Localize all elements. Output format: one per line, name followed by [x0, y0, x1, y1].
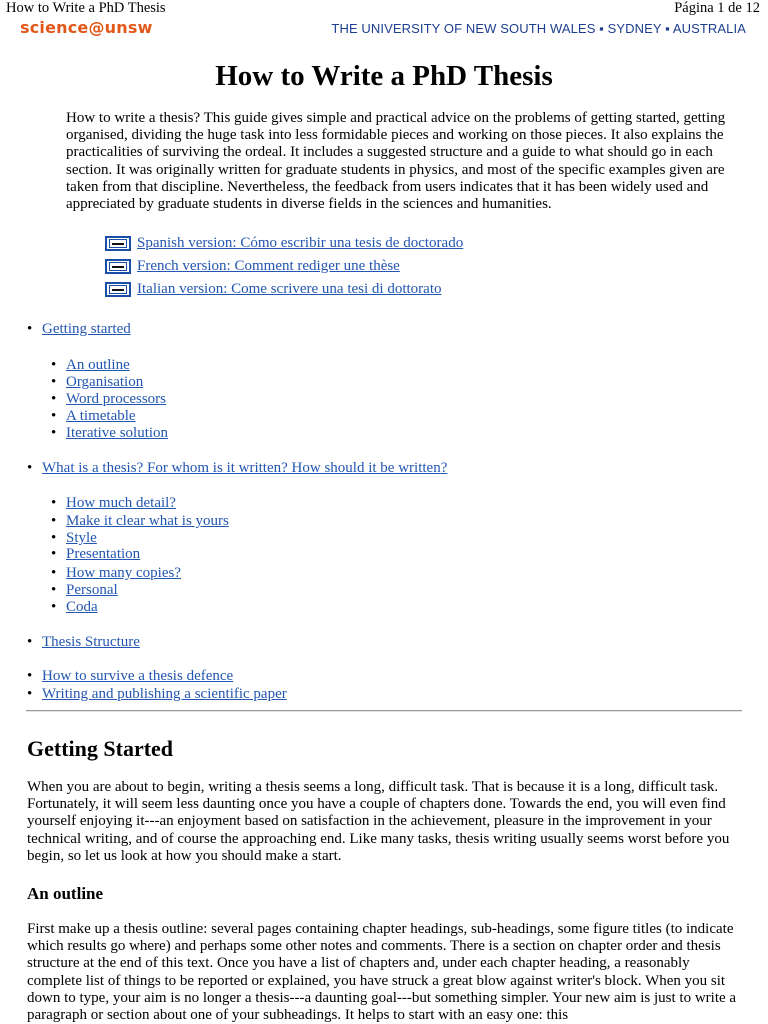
- toc-subitem: [66, 513, 229, 530]
- print-header-title: How to Write a PhD Thesis: [6, 0, 166, 16]
- toc-item: [42, 460, 447, 477]
- toc-subitem: [66, 408, 136, 425]
- site-banner: [20, 18, 746, 40]
- section-heading: Getting Started: [27, 736, 174, 761]
- page-counter: Página 1 de 12: [674, 0, 760, 16]
- toc-link-outline[interactable]: An outline: [66, 357, 130, 373]
- italian-version-link[interactable]: Italian version: Come scrivere una tesi di dottorato: [137, 281, 442, 297]
- subsection-heading: An outline: [27, 884, 104, 903]
- toc-link-timetable[interactable]: A timetable: [66, 408, 136, 424]
- toc-item: [42, 686, 287, 703]
- toc-link-how-many-copies[interactable]: How many copies?: [66, 565, 181, 581]
- toc-subitem: [66, 546, 140, 563]
- french-version-link[interactable]: French version: Comment rediger une thèse: [137, 258, 400, 274]
- toc-item: [42, 668, 233, 685]
- toc-subitem: [66, 357, 130, 374]
- intro-paragraph: How to write a thesis? This guide gives simple and practical advice on the problems of getting started, getting organised, dividing the huge task into less formidable pieces and working on those pieces. It also explains the practicalities of surviving the ordeal. It includes a suggested structure and a guide to what should go in each section. It was originally written for graduate students in physics, and most of the specific examples given are taken from that discipline. Nevertheless, the feedback from users indicates that it has been widely used and appreciated by graduate students in diverse fields in the sciences and humanities.: [66, 110, 726, 213]
- toc-subitem: [66, 565, 181, 582]
- translation-item: [105, 255, 463, 278]
- flag-icon[interactable]: [105, 236, 131, 251]
- toc-link-thesis-defence[interactable]: How to survive a thesis defence: [42, 668, 234, 684]
- flag-icon[interactable]: [105, 259, 131, 274]
- toc-link-scientific-paper[interactable]: Writing and publishing a scientific paper: [42, 686, 287, 702]
- toc-link-thesis-structure[interactable]: Thesis Structure: [42, 634, 140, 650]
- toc-subitem: [66, 599, 98, 616]
- university-name: THE UNIVERSITY OF NEW SOUTH WALES ▪ SYDNEY ▪ AUSTRALIA: [331, 21, 746, 36]
- toc-link-organisation[interactable]: Organisation: [66, 374, 144, 390]
- print-header: [6, 0, 762, 16]
- toc-link-what-is-a-thesis[interactable]: What is a thesis? For whom is it written? How should it be written?: [42, 460, 448, 476]
- section-divider: [26, 710, 742, 712]
- toc-link-presentation[interactable]: Presentation: [66, 546, 141, 562]
- toc-item: [42, 634, 140, 651]
- toc-link-style[interactable]: Style: [66, 530, 97, 546]
- toc-link-make-it-clear[interactable]: Make it clear what is yours: [66, 513, 229, 529]
- flag-icon[interactable]: [105, 282, 131, 297]
- translation-item: [105, 278, 463, 301]
- toc-link-coda[interactable]: Coda: [66, 599, 98, 615]
- translation-item: [105, 232, 463, 255]
- toc-link-iterative-solution[interactable]: Iterative solution: [66, 425, 169, 441]
- translation-links: [105, 232, 463, 301]
- toc-link-getting-started[interactable]: Getting started: [42, 321, 131, 337]
- toc-subitem: [66, 374, 143, 391]
- science-unsw-logo[interactable]: science@unsw: [20, 18, 153, 37]
- toc-subitem: [66, 391, 166, 408]
- toc-subitem: [66, 425, 168, 442]
- toc-link-personal[interactable]: Personal: [66, 582, 118, 598]
- section-paragraph: When you are about to begin, writing a thesis seems a long, difficult task. That is because it is a long, difficult task. Fortunately, it will seem less daunting once you have a couple of chapters done. Towards the end, you will even find yourself enjoying it---an enjoyment based on satisfaction in the achievement, pleasure in the improvement in your technical writing, and of course the approaching end. Like many tasks, thesis writing usually seems worst before you begin, so let us look at how you should make a start.: [27, 779, 730, 864]
- page-title: How to Write a PhD Thesis: [215, 60, 553, 92]
- toc-item: [42, 321, 131, 338]
- toc-subitem: [66, 530, 97, 547]
- toc-subitem: [66, 495, 176, 512]
- spanish-version-link[interactable]: Spanish version: Cómo escribir una tesis de doctorado: [137, 235, 464, 251]
- toc-link-how-much-detail[interactable]: How much detail?: [66, 495, 176, 511]
- subsection-paragraph: First make up a thesis outline: several pages containing chapter headings, sub-headings, some figure titles (to indicate which results go where) and perhaps some other notes and comments. There is a section on chapter order and thesis structure at the end of this text. Once you have a list of chapters and, under each chapter heading, a reasonably complete list of things to be reported or explained, you have struck a great blow against writer's block. When you sit down to type, your aim is no longer a thesis---a daunting goal---but something simpler. Your new aim is just to write a paragraph or section about one of your subheadings. It helps to start with an easy one: this: [27, 921, 737, 1024]
- toc-link-word-processors[interactable]: Word processors: [66, 391, 167, 407]
- toc-subitem: [66, 582, 118, 599]
